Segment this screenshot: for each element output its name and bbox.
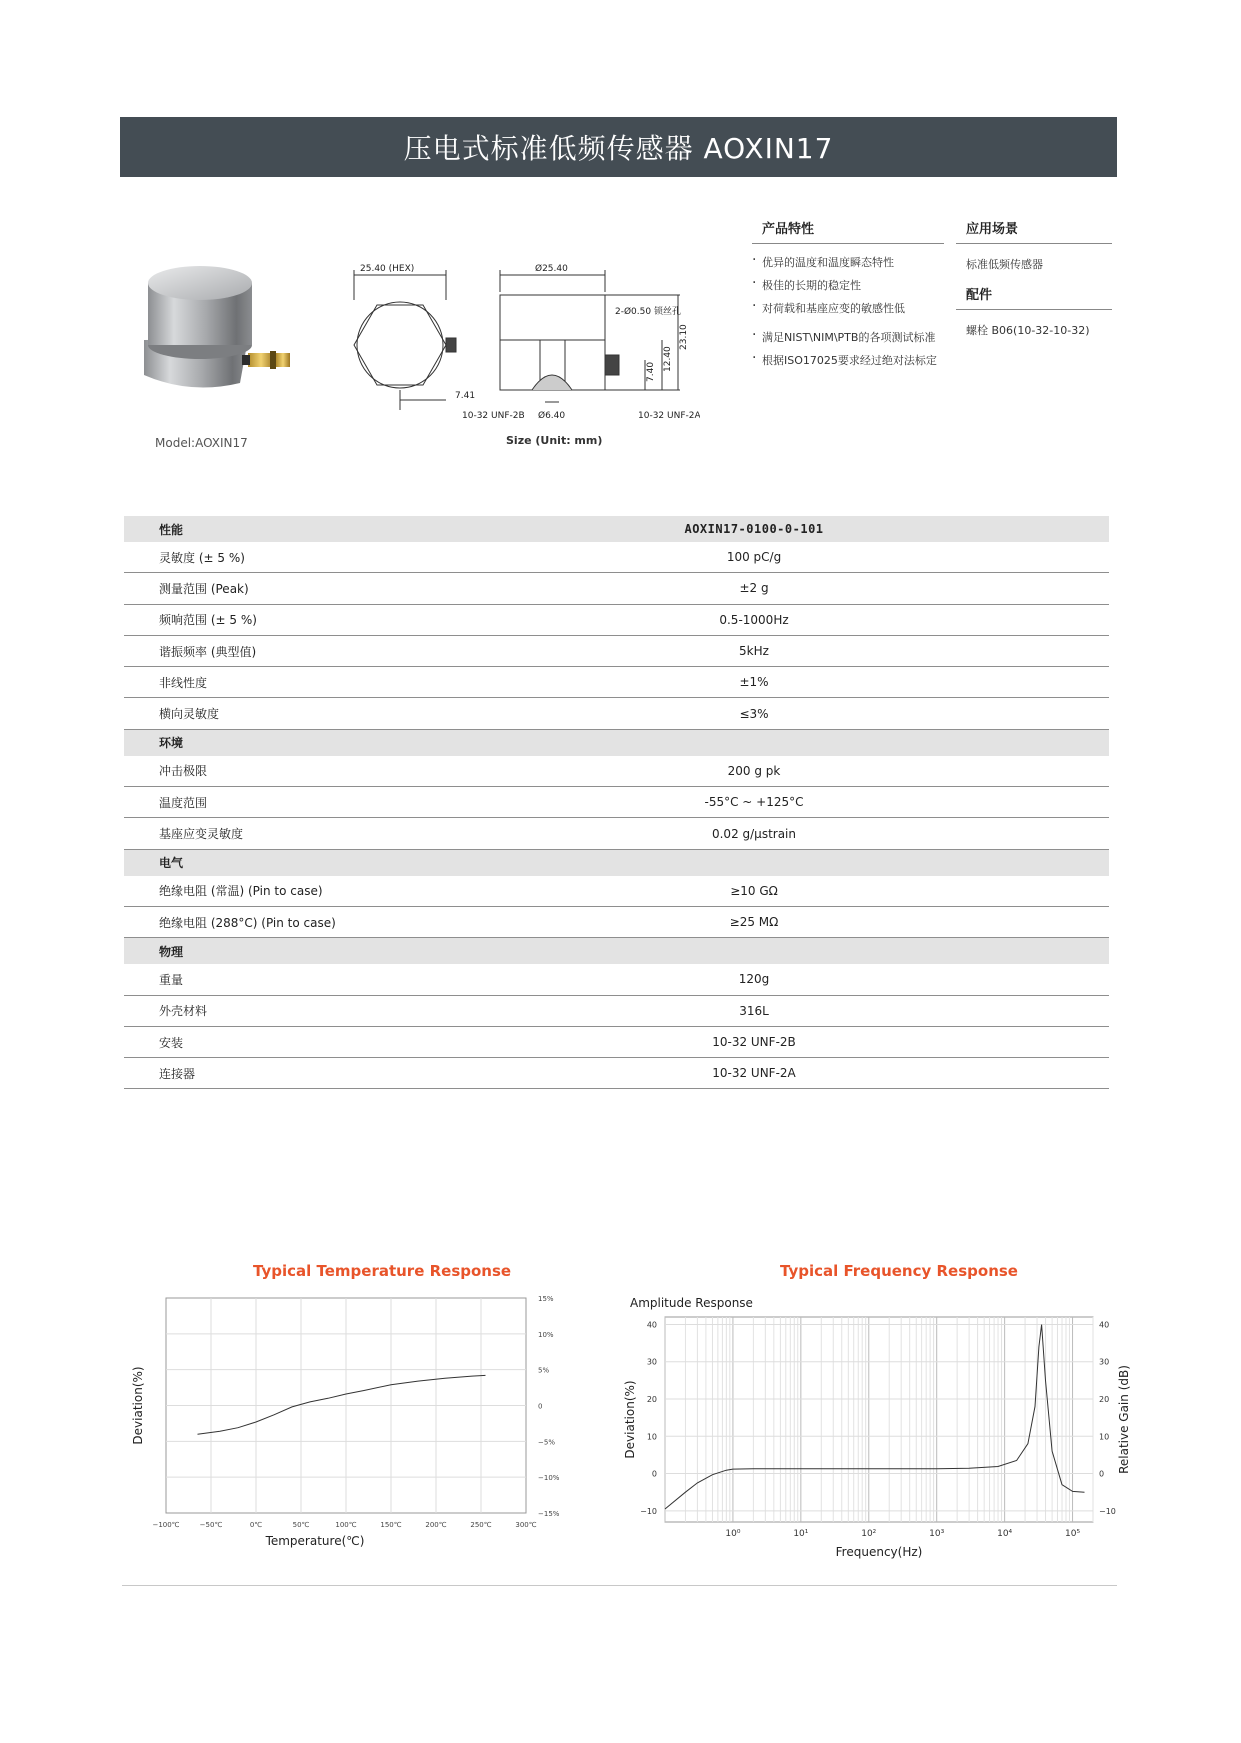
temperature-chart xyxy=(120,1290,580,1550)
spec-label: 重量 xyxy=(159,972,184,987)
dim-h-mid: 12.40 xyxy=(663,346,673,372)
spec-label: 测量范围 (Peak) xyxy=(159,581,249,596)
spec-label: 物理 xyxy=(159,944,184,959)
accessories-title: 配件 xyxy=(956,284,1112,310)
feature-item: · 根据ISO17025要求经过绝对法标定 xyxy=(752,352,944,375)
spec-value: 0.02 g/μstrain xyxy=(711,826,796,841)
dim-h-total: 23.10 xyxy=(679,324,689,350)
spec-label: 绝缘电阻 (常温) (Pin to case) xyxy=(159,884,323,899)
dim-offset: 7.41 xyxy=(455,391,476,401)
spec-label: 温度范围 xyxy=(159,795,208,810)
spec-label: 连接器 xyxy=(159,1066,196,1081)
spec-row xyxy=(124,996,1109,1027)
y2-tick-label: 30 xyxy=(1099,1357,1110,1367)
spec-row xyxy=(124,907,1109,938)
y-tick-label: −5% xyxy=(538,1438,555,1447)
y2-tick-label: −10 xyxy=(1099,1506,1116,1516)
x-tick-label: 10¹ xyxy=(793,1529,809,1539)
spec-label: 谐振频率 (典型值) xyxy=(159,644,257,659)
spec-row xyxy=(124,605,1109,636)
applications-title: 应用场景 xyxy=(956,218,1112,244)
series-line xyxy=(665,1325,1085,1510)
thread-2a-label: 10-32 UNF-2A xyxy=(638,411,700,421)
x-tick-label: 10² xyxy=(861,1529,877,1539)
x-axis-label: Temperature(℃) xyxy=(265,1534,365,1548)
spec-label: 灵敏度 (± 5 %) xyxy=(159,550,245,565)
feature-item: · 优异的温度和温度瞬态特性 xyxy=(752,254,944,277)
x-tick-label: 10⁴ xyxy=(997,1529,1013,1539)
feature-item: · 满足NIST\NIM\PTB的各项测试标准 xyxy=(752,329,944,352)
chart-subtitle: Amplitude Response xyxy=(630,1296,753,1310)
spec-label: 冲击极限 xyxy=(159,764,208,779)
spec-row xyxy=(124,698,1109,729)
spec-row xyxy=(124,756,1109,787)
spec-label: 性能 xyxy=(159,522,184,537)
spec-row xyxy=(124,636,1109,667)
y-tick-label: −10 xyxy=(640,1506,657,1516)
product-photo xyxy=(130,255,300,400)
x-tick-label: 0℃ xyxy=(249,1521,263,1529)
spec-label: 频响范围 (± 5 %) xyxy=(159,613,257,628)
spec-row xyxy=(124,1027,1109,1058)
spec-value: ±2 g xyxy=(739,581,769,596)
y-tick-label: 15% xyxy=(538,1295,554,1303)
y2-axis-label: Relative Gain (dB) xyxy=(1117,1365,1131,1474)
spec-row xyxy=(124,876,1109,907)
spec-row xyxy=(124,1058,1109,1089)
x-tick-label: 250℃ xyxy=(470,1521,492,1529)
x-tick-label: 200℃ xyxy=(425,1521,447,1529)
spec-value: 5kHz xyxy=(739,644,769,659)
x-tick-label: 100℃ xyxy=(335,1521,357,1529)
dim-hole: 2-Ø0.50 锁丝孔 xyxy=(615,307,681,317)
x-tick-label: −100℃ xyxy=(152,1521,180,1529)
y-tick-label: 0 xyxy=(538,1402,543,1411)
spec-value: ≥10 GΩ xyxy=(730,883,778,898)
y-tick-label: 0 xyxy=(651,1469,657,1479)
spec-row xyxy=(124,964,1109,995)
spec-section-header xyxy=(124,850,1109,876)
dim-h-low: 7.40 xyxy=(646,361,656,382)
spec-section-header xyxy=(124,730,1109,756)
dim-diameter: Ø25.40 xyxy=(535,264,568,274)
x-tick-label: 10⁰ xyxy=(725,1529,741,1539)
application-item: 标准低频传感器 xyxy=(966,258,1043,271)
series-line xyxy=(198,1375,486,1434)
freq-chart-title: Typical Frequency Response xyxy=(780,1262,1018,1280)
x-tick-label: 10³ xyxy=(929,1529,945,1539)
spec-row xyxy=(124,542,1109,573)
x-axis-label: Frequency(Hz) xyxy=(835,1545,923,1559)
spec-row xyxy=(124,573,1109,604)
spec-value: -55°C ~ +125°C xyxy=(704,795,804,810)
y2-tick-label: 0 xyxy=(1099,1469,1105,1479)
y-tick-label: 40 xyxy=(646,1320,657,1330)
spec-row xyxy=(124,818,1109,849)
base-diameter-label: Ø6.40 xyxy=(538,411,566,421)
x-tick-label: 10⁵ xyxy=(1065,1529,1081,1539)
dimension-drawing xyxy=(340,250,700,450)
features-section xyxy=(752,218,944,375)
y-tick-label: 30 xyxy=(646,1357,657,1367)
spec-label: 外壳材料 xyxy=(159,1004,208,1019)
spec-value: 200 g pk xyxy=(727,763,781,778)
thread-2b-label: 10-32 UNF-2B xyxy=(462,411,525,421)
y-axis-label: Deviation(%) xyxy=(131,1366,145,1445)
spec-value: 0.5-1000Hz xyxy=(719,612,789,627)
x-tick-label: 300℃ xyxy=(515,1521,537,1529)
frequency-chart xyxy=(620,1285,1140,1565)
dim-hex: 25.40 (HEX) xyxy=(360,264,415,274)
y-tick-label: 20 xyxy=(646,1395,657,1404)
y-tick-label: 10 xyxy=(646,1432,657,1442)
model-label: Model:AOXIN17 xyxy=(155,436,248,450)
spec-label: 横向灵敏度 xyxy=(159,707,220,722)
y2-tick-label: 20 xyxy=(1099,1395,1110,1404)
plot-frame xyxy=(665,1317,1093,1522)
y2-tick-label: 40 xyxy=(1099,1320,1110,1330)
spec-label: 基座应变灵敏度 xyxy=(159,827,244,842)
spec-value: ≤3% xyxy=(739,706,769,721)
features-list xyxy=(752,254,944,375)
feature-item: · 极佳的长期的稳定性 xyxy=(752,277,944,300)
spec-row xyxy=(124,667,1109,698)
spec-value: 10-32 UNF-2B xyxy=(712,1035,796,1049)
y-axis-label: Deviation(%) xyxy=(623,1380,637,1459)
size-label: Size (Unit: mm) xyxy=(506,434,603,447)
feature-item: · 对荷载和基座应变的敏感性低 xyxy=(752,300,944,323)
spec-value: ±1% xyxy=(739,675,769,690)
spec-value: 120g xyxy=(738,972,770,987)
y-tick-label: 10% xyxy=(538,1330,554,1339)
x-tick-label: −50℃ xyxy=(199,1521,223,1529)
page-title: 压电式标准低频传感器 AOXIN17 xyxy=(120,117,1117,177)
applications-section xyxy=(956,218,1112,338)
spec-label: 绝缘电阻 (288°C) (Pin to case) xyxy=(159,915,336,930)
spec-section-header xyxy=(124,938,1109,964)
spec-section-header xyxy=(124,516,1109,542)
spec-value: 100 pC/g xyxy=(726,550,782,565)
spec-label: 非线性度 xyxy=(159,675,208,690)
y-tick-label: −10% xyxy=(538,1474,560,1483)
spec-label: 电气 xyxy=(159,856,184,871)
spec-value: 316L xyxy=(739,1003,769,1018)
spec-row xyxy=(124,787,1109,818)
accessory-item: 螺栓 B06(10-32-10-32) xyxy=(966,324,1090,337)
y-tick-label: 5% xyxy=(538,1366,550,1375)
y2-tick-label: 10 xyxy=(1099,1432,1110,1442)
features-title: 产品特性 xyxy=(752,218,944,244)
spec-label: 安装 xyxy=(159,1035,184,1050)
spec-value: ≥25 MΩ xyxy=(729,915,779,930)
x-tick-label: 150℃ xyxy=(380,1521,402,1529)
y-tick-label: −15% xyxy=(538,1510,560,1518)
temp-chart-title: Typical Temperature Response xyxy=(253,1262,512,1280)
spec-table xyxy=(124,516,1109,1089)
x-tick-label: 50℃ xyxy=(292,1521,310,1529)
spec-value: AOXIN17-0100-0-101 xyxy=(684,522,824,536)
footer-divider xyxy=(122,1585,1117,1586)
spec-label: 环境 xyxy=(159,736,184,751)
spec-value: 10-32 UNF-2A xyxy=(712,1066,796,1081)
